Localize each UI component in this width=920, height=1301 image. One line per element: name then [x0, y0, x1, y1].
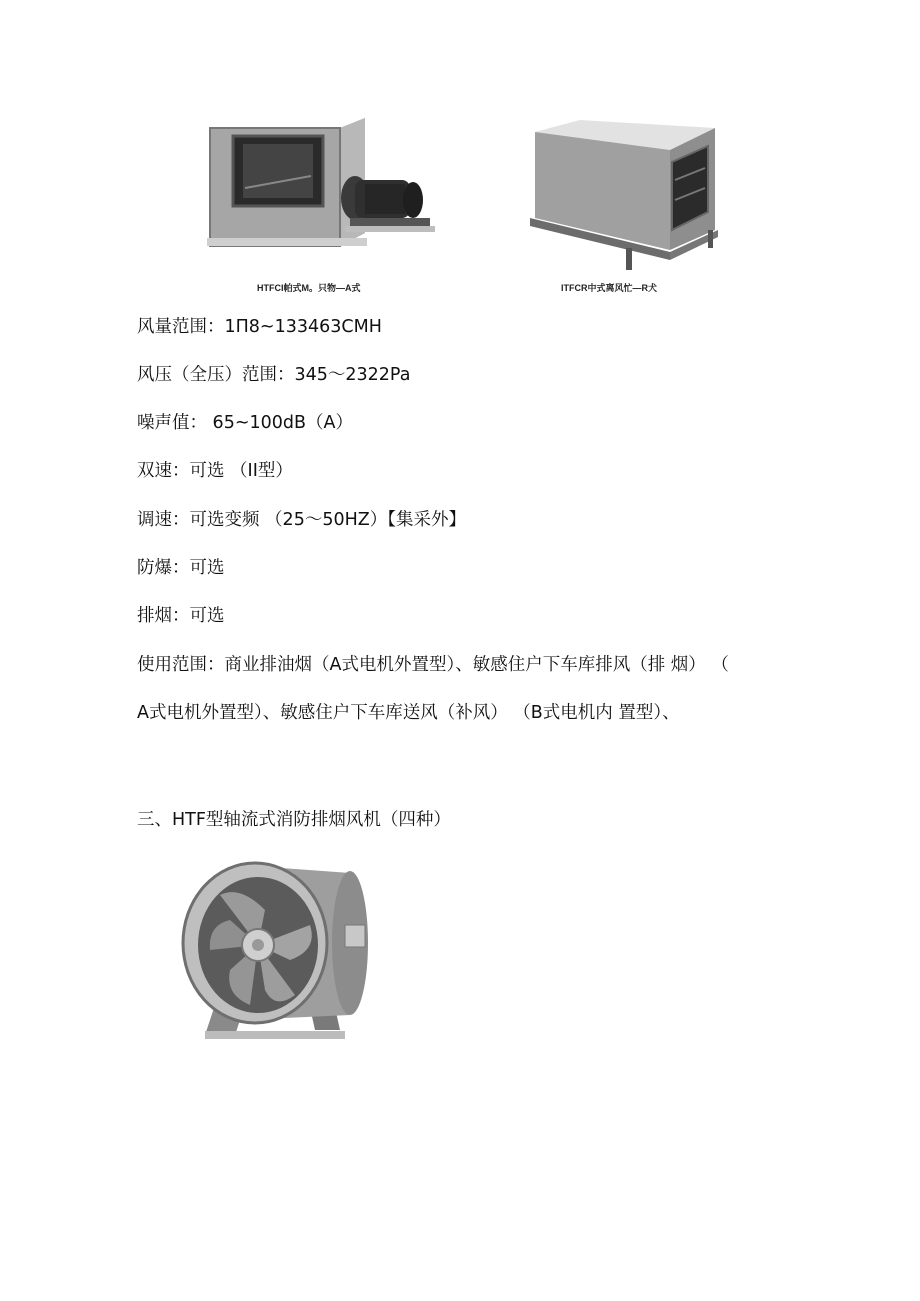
spec-noise-value: 噪声值： 65~100dB（A）: [137, 413, 353, 433]
cabinet-fan-internal-motor-image: [530, 120, 720, 275]
axial-smoke-exhaust-fan-image: [180, 855, 380, 1045]
spec-speed-control: 调速：可选变频 （25～50HZ）【集采外】: [137, 510, 466, 530]
section-heading: 三、HTF型轴流式消防排烟风机（四种）: [137, 810, 451, 830]
left-figure-caption: HTFCI帕式M。只物—A式: [257, 283, 361, 293]
spec-usage-range-line2: A式电机外置型）、敏感住户下车库送风（补风） （B式电机内 置型）、: [137, 703, 680, 723]
right-figure-caption: ITFCR中式离风忙—R犬: [561, 283, 657, 293]
spec-explosion-proof: 防爆：可选: [137, 558, 225, 578]
spec-usage-range-line1: 使用范围：商业排油烟（A式电机外置型）、敏感住户下车库排风（排 烟） （: [137, 655, 729, 675]
spec-airflow-range: 风量范围：1П8~133463CMH: [137, 317, 382, 337]
spec-pressure-range: 风压（全压）范围：345～2322Pa: [137, 365, 411, 385]
cabinet-fan-external-motor-image: [205, 118, 435, 258]
spec-dual-speed: 双速：可选 （II型）: [137, 461, 293, 481]
spec-smoke-exhaust: 排烟：可选: [137, 606, 225, 626]
